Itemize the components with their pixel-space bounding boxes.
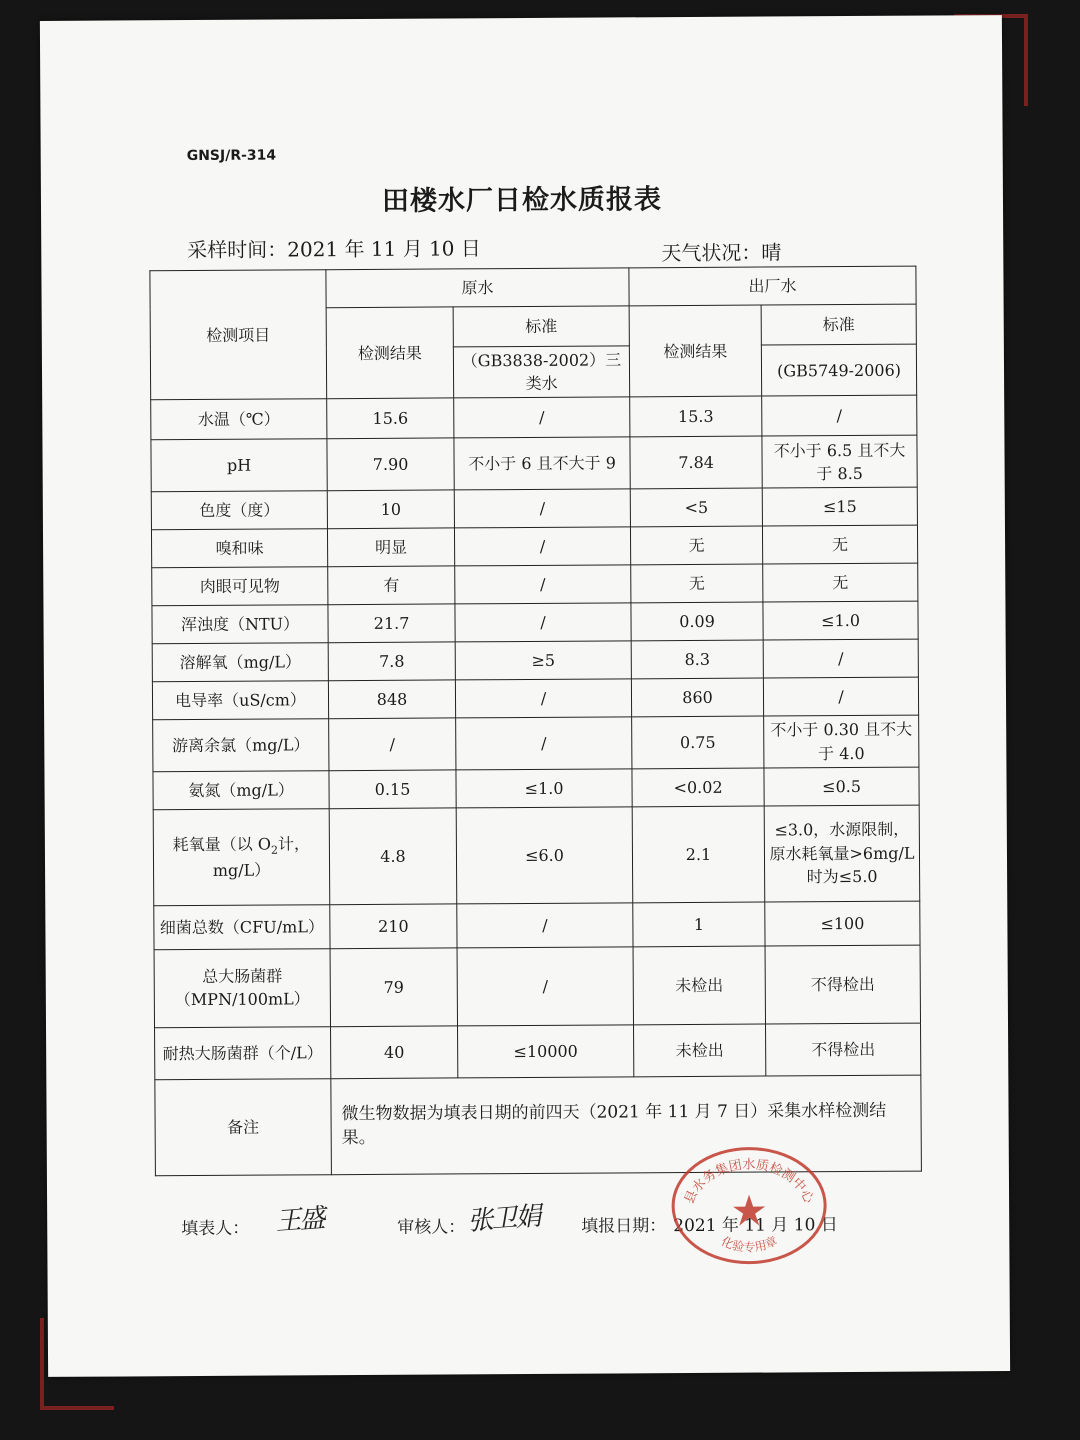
item-cell: 电导率（uS/cm）	[152, 681, 328, 720]
raw-standard-cell: 不小于 6 且不大于 9	[454, 437, 630, 490]
out-standard-cell: ≤15	[762, 487, 917, 526]
out-standard-cell: ≤3.0，水源限制，原水耗氧量>6mg/L 时为≤5.0	[764, 805, 920, 902]
out-standard-cell: /	[762, 395, 917, 436]
weather-status: 天气状况：晴	[661, 240, 782, 266]
raw-result-cell: 有	[328, 566, 455, 605]
filler-label: 填表人：	[181, 1218, 250, 1240]
raw-result-cell: 79	[330, 948, 457, 1027]
raw-standard-cell: /	[455, 565, 631, 604]
table-row	[151, 435, 917, 492]
out-result-cell: 0.75	[632, 716, 764, 768]
raw-result-cell: 15.6	[327, 398, 454, 439]
out-standard-cell: 无	[762, 525, 917, 564]
item-cell: 氨氮（mg/L）	[153, 770, 329, 809]
item-subscript: 2	[270, 843, 279, 857]
header-item: 检测项目	[150, 270, 327, 400]
item-cell: 水温（℃）	[151, 399, 327, 440]
out-standard-cell: /	[763, 677, 918, 716]
item-cell: 游离余氯（mg/L）	[153, 719, 329, 771]
out-result-cell: <0.02	[632, 768, 764, 807]
table-row	[153, 767, 919, 810]
item-cell: 色度（度）	[151, 491, 327, 530]
header-raw-standard-code: （GB3838-2002）三类水	[453, 346, 629, 398]
raw-result-cell: 21.7	[328, 604, 455, 643]
table-row	[153, 715, 919, 771]
out-result-cell: 15.3	[630, 396, 762, 437]
raw-standard-cell: /	[454, 527, 630, 566]
table-row	[152, 639, 918, 682]
water-quality-table	[149, 266, 922, 1176]
out-result-cell: 无	[630, 526, 762, 565]
header-raw-standard: 标准	[453, 306, 629, 347]
out-result-cell: 7.84	[630, 436, 762, 489]
table-row	[155, 1023, 921, 1080]
item-cell: 总大肠菌群（MPN/100mL）	[154, 948, 330, 1027]
out-result-cell: 860	[631, 678, 763, 717]
out-result-cell: 未检出	[633, 946, 765, 1025]
header-out-water: 出厂水	[629, 266, 916, 306]
remark-label: 备注	[155, 1078, 332, 1175]
table-row	[153, 805, 920, 906]
reviewer-signature: 张卫娟	[466, 1201, 541, 1237]
item-cell	[153, 808, 330, 905]
table-row	[151, 525, 917, 568]
out-result-cell: <5	[630, 488, 762, 527]
table-row	[152, 563, 918, 606]
header-out-result: 检测结果	[629, 305, 762, 397]
table-row	[154, 945, 920, 1028]
out-standard-cell: ≤100	[765, 901, 920, 946]
raw-result-cell: 0.15	[329, 770, 456, 809]
item-cell: 溶解氧（mg/L）	[152, 643, 328, 682]
out-result-cell: 2.1	[632, 806, 765, 903]
raw-standard-cell: ≤10000	[458, 1025, 634, 1078]
sample-time: 采样时间：2021 年 11 月 10 日	[187, 236, 481, 263]
raw-standard-cell: /	[457, 903, 633, 948]
raw-standard-cell: /	[455, 603, 631, 642]
item-cell: 细菌总数（CFU/mL）	[154, 904, 330, 949]
item-cell: 浑浊度（NTU）	[152, 605, 328, 644]
out-standard-cell: 不得检出	[766, 1023, 921, 1076]
out-standard-cell: 不得检出	[765, 945, 920, 1024]
header-raw-water: 原水	[326, 268, 629, 308]
raw-result-cell: 7.90	[327, 438, 454, 491]
header-raw-result: 检测结果	[326, 307, 454, 399]
page-title: 田楼水厂日检水质报表	[381, 184, 663, 217]
seal-bottom-text: 化验专用章	[719, 1233, 780, 1255]
raw-standard-cell: /	[454, 489, 630, 528]
raw-result-cell: 7.8	[328, 642, 455, 681]
official-seal-stamp	[669, 1144, 830, 1267]
seal-text: 县水务集团水质检测中心	[682, 1157, 817, 1207]
raw-standard-cell: /	[455, 679, 631, 718]
raw-standard-cell: /	[457, 947, 633, 1026]
item-cell: 肉眼可见物	[152, 567, 328, 606]
out-result-cell: 1	[633, 902, 765, 947]
reviewer-label: 审核人：	[397, 1217, 466, 1238]
raw-result-cell: 210	[330, 904, 457, 949]
raw-standard-cell: ≥5	[455, 641, 631, 680]
raw-standard-cell: ≤1.0	[456, 769, 632, 808]
date-label: 填报日期：	[581, 1216, 667, 1237]
out-standard-cell: /	[763, 639, 918, 678]
out-standard-cell: 不小于 0.30 且不大于 4.0	[764, 715, 919, 767]
out-result-cell: 无	[631, 564, 763, 603]
out-standard-cell: ≤1.0	[763, 601, 918, 640]
filler-signature: 王盛	[274, 1203, 325, 1238]
out-standard-cell: 不小于 6.5 且不大于 8.5	[762, 435, 917, 488]
raw-result-cell: /	[329, 718, 456, 770]
svg-text:化验专用章	[719, 1233, 780, 1255]
raw-result-cell: 40	[331, 1026, 458, 1079]
table-row	[152, 677, 918, 720]
out-result-cell: 8.3	[631, 640, 763, 679]
report-sheet	[40, 15, 1010, 1377]
table-row	[152, 601, 918, 644]
table-row	[154, 901, 920, 950]
item-cell: pH	[151, 439, 327, 492]
item-cell: 嗅和味	[151, 529, 327, 568]
item-text: 耗氧量（以 O	[172, 834, 272, 854]
out-standard-cell: ≤0.5	[764, 767, 919, 806]
document-code: GNSJ/R-314	[186, 147, 277, 165]
item-cell: 耐热大肠菌群（个/L）	[155, 1026, 331, 1079]
out-result-cell: 未检出	[634, 1024, 766, 1077]
raw-standard-cell: ≤6.0	[456, 807, 633, 904]
raw-standard-cell: /	[454, 397, 630, 438]
remark-text: 微生物数据为填表日期的前四天（2021 年 11 月 7 日）采集水样检测结果。	[331, 1075, 922, 1175]
table-row	[151, 395, 917, 440]
item-text: 计，mg/L）	[212, 833, 311, 880]
raw-result-cell: 明显	[327, 528, 454, 567]
raw-standard-cell: /	[456, 717, 632, 769]
date-value: 2021 年 11 月 10 日	[673, 1215, 838, 1237]
table-row	[151, 487, 917, 530]
header-out-standard: 标准	[761, 304, 916, 345]
out-result-cell: 0.09	[631, 602, 763, 641]
header-out-standard-code: (GB5749-2006)	[761, 344, 916, 396]
raw-result-cell: 848	[328, 680, 455, 719]
raw-result-cell: 4.8	[329, 808, 457, 905]
out-standard-cell: 无	[763, 563, 918, 602]
raw-result-cell: 10	[327, 490, 454, 529]
